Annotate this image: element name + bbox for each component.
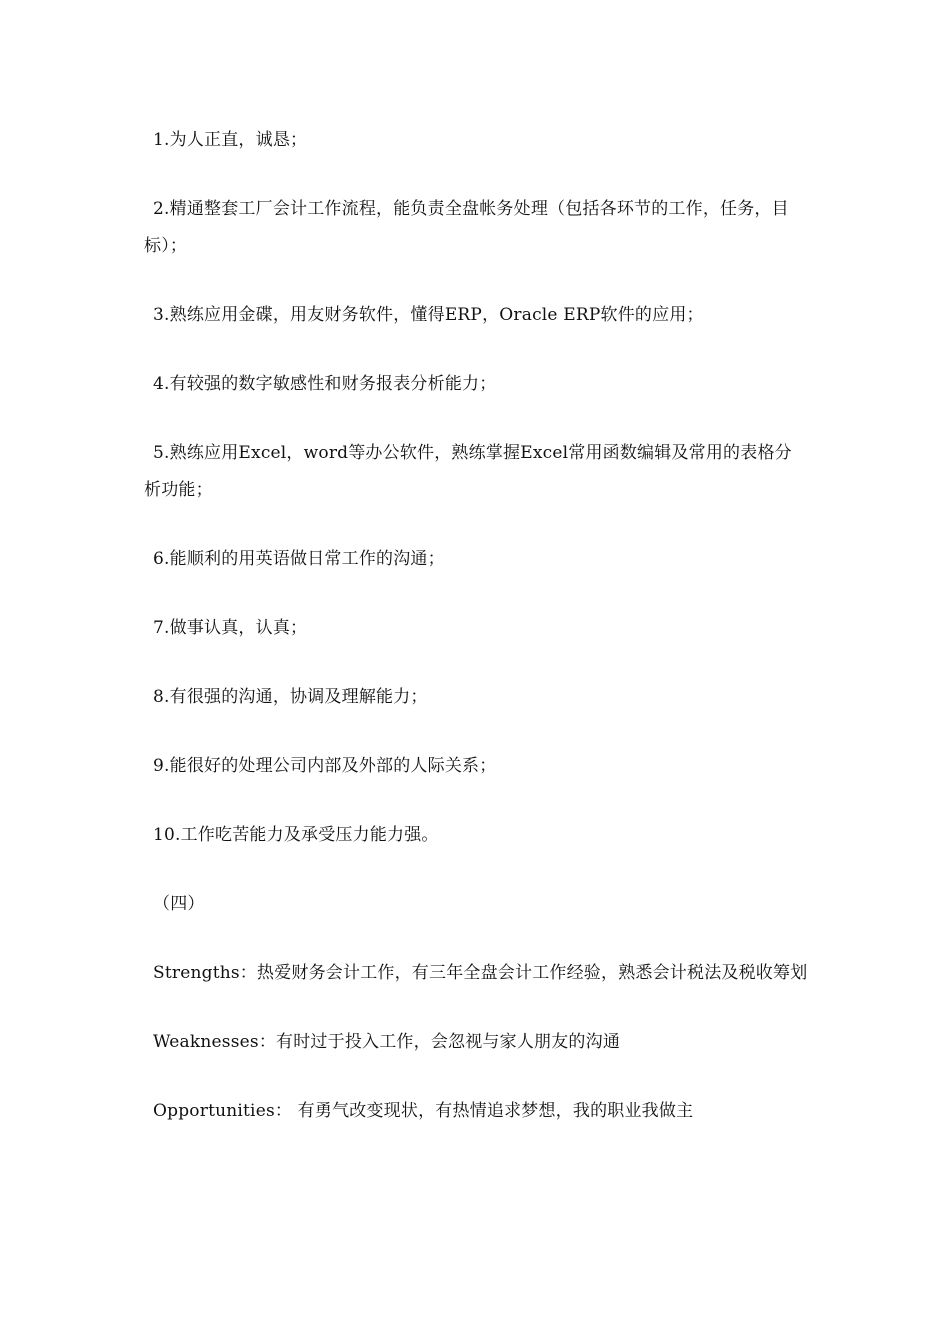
paragraph-item-10: 10.工作吃苦能力及承受压力能力强。 — [153, 825, 439, 845]
paragraph-gap — [144, 159, 808, 191]
document-body — [144, 122, 808, 1130]
weaknesses-paragraph: Weaknesses：有时过于投入工作，会忽视与家人朋友的沟通 — [153, 1032, 621, 1052]
section-heading: （四） — [153, 894, 205, 914]
paragraph-gap — [144, 578, 808, 610]
paragraph-gap — [144, 992, 808, 1024]
paragraph-item-3: 3.熟练应用金碟，用友财务软件，懂得ERP，Oracle ERP软件的应用； — [153, 305, 704, 325]
paragraph-gap — [144, 716, 808, 748]
paragraph-gap — [144, 509, 808, 541]
paragraph-item-9: 9.能很好的处理公司内部及外部的人际关系； — [153, 756, 497, 776]
paragraph-item-8: 8.有很强的沟通，协调及理解能力； — [153, 687, 428, 707]
paragraph-gap — [144, 334, 808, 366]
paragraph-gap — [144, 923, 808, 955]
paragraph-gap — [144, 265, 808, 297]
paragraph-item-7: 7.做事认真，认真； — [153, 618, 308, 638]
paragraph-item-4: 4.有较强的数字敏感性和财务报表分析能力； — [153, 374, 497, 394]
paragraph-item-5: 5.熟练应用Excel，word等办公软件，熟练掌握Excel常用函数编辑及常用的表格分析功能； — [144, 443, 792, 500]
opportunities-paragraph: Opportunities： 有勇气改变现状，有热情追求梦想，我的职业我做主 — [153, 1101, 694, 1121]
paragraph-gap — [144, 647, 808, 679]
strengths-paragraph: Strengths：热爱财务会计工作，有三年全盘会计工作经验，熟悉会计税法及税收筹划 — [153, 963, 808, 983]
paragraph-gap — [144, 854, 808, 886]
paragraph-gap — [144, 785, 808, 817]
paragraph-gap — [144, 403, 808, 435]
paragraph-item-6: 6.能顺利的用英语做日常工作的沟通； — [153, 549, 445, 569]
paragraph-item-2: 2.精通整套工厂会计工作流程，能负责全盘帐务处理（包括各环节的工作，任务，目标）； — [144, 199, 789, 256]
paragraph-gap — [144, 1061, 808, 1093]
paragraph-item-1: 1.为人正直，诚恳； — [153, 130, 308, 150]
